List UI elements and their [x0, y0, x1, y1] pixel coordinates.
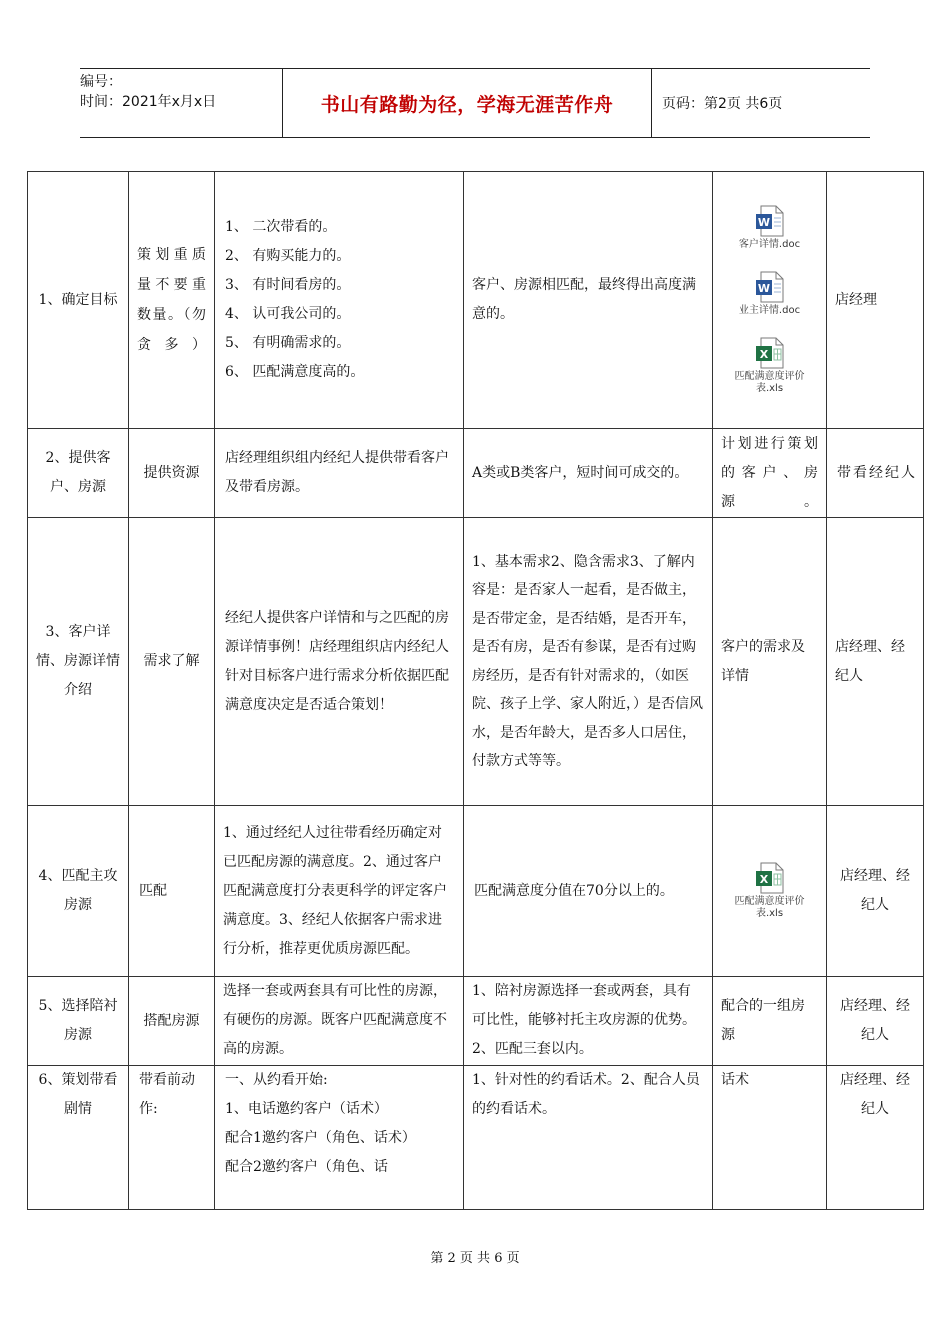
header-motto: 书山有路勤为径，学海无涯苦作舟 — [282, 69, 652, 137]
owner-cell: 店经理、经纪人 — [827, 806, 924, 977]
page-header — [80, 68, 870, 138]
content-cell — [215, 172, 464, 429]
attachment-cell — [713, 172, 827, 429]
owner-cell: 带看经纪人 — [827, 429, 924, 518]
standard-cell: 1、针对性的约看话术。2、配合人员的约看话术。 — [464, 1066, 713, 1210]
step-cell: 4、匹配主攻房源 — [28, 806, 129, 977]
key-point-cell: 搭配房源 — [129, 977, 215, 1066]
word-doc-icon — [755, 271, 785, 303]
attachment-satisfaction-sheet[interactable] — [721, 337, 818, 395]
standard-cell: A类或B类客户，短时间可成交的。 — [464, 429, 713, 518]
standard-cell: 客户、房源相匹配，最终得出高度满意的。 — [464, 172, 713, 429]
document-date: 时间：2021年x月x日 — [80, 94, 217, 110]
owner-cell: 店经理、经纪人 — [827, 1066, 924, 1210]
table-row — [28, 172, 924, 429]
step-cell: 5、选择陪衬房源 — [28, 977, 129, 1066]
attachment-owner-detail[interactable] — [739, 271, 800, 317]
list-item: 5、 有明确需求的。 — [225, 335, 351, 351]
attachment-label: 客户详情.doc — [738, 239, 801, 250]
standard-cell: 1、基本需求2、隐含需求3、了解内容是：是否家人一起看，是否做主，是否带定金，是否结婚，是否开车，是否有房，是否有参谋，是否有过购房经历，是否有针对需求的，（如医院、孩子上学、家人附近，）是否信风水，是否年龄大，是否多人口居住，付款方式等等。 — [464, 518, 713, 806]
svg-text:W: W — [757, 216, 770, 229]
key-point-cell: 带看前动作: — [129, 1066, 215, 1210]
standard-cell: 匹配满意度分值在70分以上的。 — [464, 806, 713, 977]
header-meta — [80, 69, 282, 137]
content-line: 配合2邀约客户（角色、话 — [225, 1159, 388, 1175]
owner-cell: 店经理 — [827, 172, 924, 429]
criteria-list — [225, 213, 455, 387]
step-cell: 3、客户详情、房源详情介绍 — [28, 518, 129, 806]
content-cell: 店经理组织组内经纪人提供带看客户及带看房源。 — [215, 429, 464, 518]
key-point-cell: 需求了解 — [129, 518, 215, 806]
material-cell: 客户的需求及详情 — [713, 518, 827, 806]
svg-text:X: X — [759, 348, 768, 361]
step-cell: 6、策划带看剧情 — [28, 1066, 129, 1210]
table-row — [28, 429, 924, 518]
attachment-cell — [713, 806, 827, 977]
list-item: 2、 有购买能力的。 — [225, 248, 351, 264]
attachment-label: 业主详情.doc — [738, 305, 801, 316]
key-point-cell: 提供资源 — [129, 429, 215, 518]
owner-cell: 店经理、经纪人 — [827, 518, 924, 806]
key-point-cell: 策划重质量不要重数量。（勿贪多） — [129, 172, 215, 429]
table-row — [28, 518, 924, 806]
svg-text:W: W — [757, 282, 770, 295]
process-table — [27, 171, 924, 1210]
content-cell: 1、通过经纪人过往带看经历确定对已匹配房源的满意度。2、通过客户匹配满意度打分表更科学的评定客户满意度。3、经纪人依据客户需求进行分析，推荐更优质房源匹配。 — [215, 806, 464, 977]
list-item: 4、 认可我公司的。 — [225, 306, 351, 322]
key-point-cell: 匹配 — [129, 806, 215, 977]
list-item: 6、 匹配满意度高的。 — [225, 364, 365, 380]
material-cell: 配合的一组房源 — [713, 977, 827, 1066]
material-cell: 计划进行策划的客户、房源。 — [713, 429, 827, 518]
owner-cell: 店经理、经纪人 — [827, 977, 924, 1066]
excel-xls-icon — [755, 337, 785, 369]
content-cell — [215, 1066, 464, 1210]
standard-cell: 1、陪衬房源选择一套或两套，具有可比性，能够衬托主攻房源的优势。2、匹配三套以内。 — [464, 977, 713, 1066]
attachment-customer-detail[interactable] — [739, 205, 800, 251]
document-number-label: 编号： — [80, 74, 122, 90]
attachment-satisfaction-sheet[interactable] — [721, 862, 818, 920]
page-footer: 第 2 页 共 6 页 — [430, 1251, 520, 1266]
content-cell: 经纪人提供客户详情和与之匹配的房源详情事例！店经理组织店内经纪人针对目标客户进行需求分析依据匹配满意度决定是否适合策划！ — [215, 518, 464, 806]
header-page-info: 页码：第2页 共6页 — [662, 96, 783, 112]
material-cell: 话术 — [713, 1066, 827, 1210]
content-line: 配合1邀约客户（角色、话术） — [225, 1130, 416, 1146]
content-line: 1、电话邀约客户（话术） — [225, 1101, 388, 1117]
attachment-label: 匹配满意度评价表.xls — [734, 371, 805, 394]
step-cell: 2、提供客户、房源 — [28, 429, 129, 518]
attachment-label: 匹配满意度评价表.xls — [734, 896, 805, 919]
list-item: 1、 二次带看的。 — [225, 219, 337, 235]
table-row — [28, 806, 924, 977]
word-doc-icon — [755, 205, 785, 237]
step-cell: 1、确定目标 — [28, 172, 129, 429]
list-item: 3、 有时间看房的。 — [225, 277, 351, 293]
table-row — [28, 977, 924, 1066]
excel-xls-icon — [755, 862, 785, 894]
content-line: 一、从约看开始: — [225, 1072, 328, 1088]
svg-text:X: X — [759, 873, 768, 886]
table-row — [28, 1066, 924, 1210]
content-cell: 选择一套或两套具有可比性的房源，有硬伤的房源。既客户匹配满意度不高的房源。 — [215, 977, 464, 1066]
